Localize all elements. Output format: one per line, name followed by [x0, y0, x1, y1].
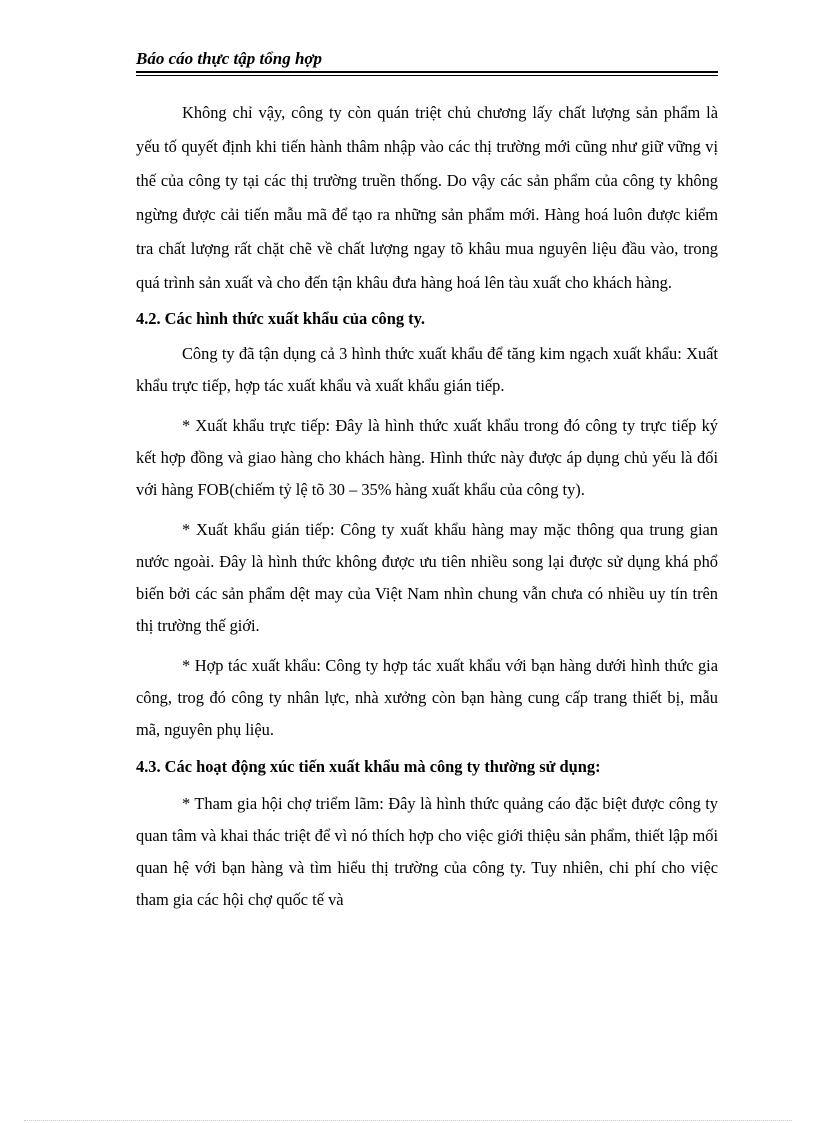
document-body	[136, 96, 718, 916]
paragraph-export-forms: Công ty đã tận dụng cả 3 hình thức xuất khẩu để tăng kim ngạch xuất khẩu: Xuất khẩu trực tiếp, hợp tác xuất khẩu và xuất khẩu gián tiếp.	[136, 344, 718, 395]
page-bottom-border	[24, 1120, 792, 1121]
paragraph-trade-fair: * Tham gia hội chợ triểm lãm: Đây là hình thức quảng cáo đặc biệt được công ty quan tâm và khai thác triệt để vì nó thích hợp cho việc giới thiệu sản phẩm, thiết lập mối quan hệ với bạn hàng và tìm hiểu thị trường của công ty. Tuy nhiên, chi phí cho việc tham gia các hội chợ quốc tế và	[136, 794, 718, 909]
header-title: Báo cáo thực tập tổng hợp	[136, 49, 323, 68]
paragraph-direct-export: * Xuất khẩu trực tiếp: Đây là hình thức xuất khẩu trong đó công ty trực tiếp ký kết hợp đồng và giao hàng cho khách hàng. Hình thức này được áp dụng chủ yếu là đối với hàng FOB(chiếm tỷ lệ tõ 30 – 35% hàng xuất khẩu của công ty).	[136, 416, 718, 499]
heading-4-3: 4.3. Các hoạt động xúc tiến xuất khẩu mà công ty thường sử dụng:	[136, 757, 601, 776]
page-header	[136, 48, 718, 76]
paragraph-indirect-export: * Xuất khẩu gián tiếp: Công ty xuất khẩu hàng may mặc thông qua trung gian nước ngoài. Đây là hình thức không được ưu tiên nhiều song lại được sử dụng khá phổ biến bởi các sản phẩm dệt may của Việt Nam nhìn chung vẫn chưa có nhiều uy tín trên thị trường thế giới.	[136, 520, 718, 635]
paragraph-cooperative-export: * Hợp tác xuất khẩu: Công ty hợp tác xuất khẩu với bạn hàng dưới hình thức gia công, trog đó công ty nhân lực, nhà xưởng còn bạn hàng cung cấp trang thiết bị, mẫu mã, nguyên phụ liệu.	[136, 656, 718, 739]
header-rule-thin	[136, 75, 718, 76]
header-rule-thick	[136, 71, 718, 73]
heading-4-2: 4.2. Các hình thức xuất khẩu của công ty.	[136, 309, 425, 328]
paragraph-quality: Không chỉ vậy, công ty còn quán triệt chủ chương lấy chất lượng sản phẩm là yếu tố quyết định khi tiến hành thâm nhập vào các thị trường mới cũng như giữ vững vị thế của công ty tại các thị trường truền thống. Do vậy các sản phẩm của công ty không ngừng được cải tiến mẫu mã để tạo ra những sản phẩm mới. Hàng hoá luôn được kiểm tra chất lượng rất chặt chẽ về chất lượng ngay tõ khâu mua nguyên liệu đầu vào, trong quá trình sản xuất và cho đến tận khâu đưa hàng hoá lên tàu xuất cho khách hàng.	[136, 103, 718, 292]
